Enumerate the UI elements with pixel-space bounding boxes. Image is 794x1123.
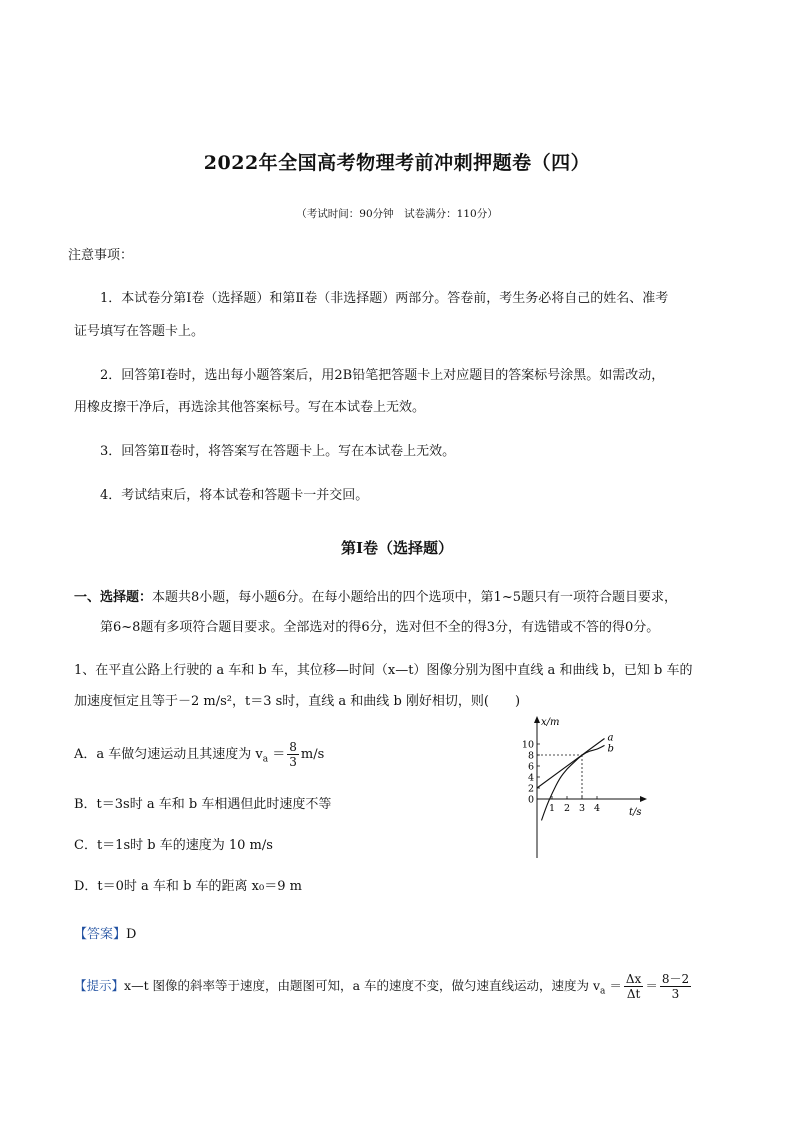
- y-axis-arrow: [534, 716, 540, 723]
- note-2-line-2: 用橡皮擦干净后，再选涂其他答案标号。写在本试卷上无效。: [74, 400, 426, 415]
- note-4: 4．考试结束后，将本试卷和答题卡一并交回。: [100, 488, 369, 503]
- y-tick-label: 6: [527, 761, 534, 773]
- instructions-lead: 一、选择题：: [74, 590, 153, 605]
- x-tick-label: 2: [563, 803, 571, 814]
- hint-fraction-1: [624, 972, 643, 1001]
- hint-eq-1: ＝: [605, 978, 622, 993]
- option-a-eq: ＝: [268, 747, 286, 762]
- hint-fraction-1-num: Δx: [625, 972, 642, 986]
- option-d: D．t＝0时 a 车和 b 车的距离 x₀＝9 m: [74, 879, 302, 894]
- y-tick-label: 8: [527, 750, 534, 762]
- hint-fraction-2-den: 3: [671, 987, 680, 1001]
- x-tick-label: 1: [548, 803, 556, 814]
- exam-subtitle: （考试时间：90分钟 试卷满分：110分）: [296, 208, 498, 220]
- question-1-line-1: 1、在平直公路上行驶的 a 车和 b 车，其位移—时间（x—t）图像分别为图中直线 a 和曲线 b，已知 b 车的: [74, 663, 693, 678]
- note-3: 3．回答第Ⅱ卷时，将答案写在答题卡上。写在本试卷上无效。: [100, 444, 456, 459]
- question-1-line-2: 加速度恒定且等于－2 m/s²，t＝3 s时，直线 a 和曲线 b 刚好相切，则( ): [74, 694, 521, 709]
- x-t-graph: [515, 712, 655, 860]
- answer-value: D: [126, 927, 137, 942]
- series-b-label: b: [607, 743, 614, 755]
- option-a-fraction: [287, 740, 299, 769]
- option-a-text: A．a 车做匀速运动且其速度为 v: [74, 747, 263, 762]
- x-axis-arrow: [640, 796, 647, 802]
- option-a-numerator: 8: [289, 740, 297, 754]
- note-1-line-1: 1．本试卷分第Ⅰ卷（选择题）和第Ⅱ卷（非选择题）两部分。答卷前，考生务必将自己的姓名、准考: [100, 291, 669, 306]
- section-title: 第Ⅰ卷（选择题）: [340, 539, 454, 557]
- option-c: C．t＝1s时 b 车的速度为 10 m/s: [74, 838, 273, 853]
- x-axis-label: t/s: [629, 807, 642, 818]
- page-title: 2022年全国高考物理考前冲刺押题卷（四）: [203, 152, 591, 174]
- y-tick-label: 2: [527, 783, 534, 795]
- hint-fraction-2: [660, 972, 691, 1001]
- hint-sub: a: [600, 986, 606, 997]
- note-2-line-1: 2．回答第Ⅰ卷时，选出每小题答案后，用2B铅笔把答题卡上对应题目的答案标号涂黑。如需改动，: [100, 368, 665, 383]
- hint-label: 【提示】: [74, 978, 125, 993]
- instructions-line-1: [74, 588, 677, 608]
- x-tick-label: 3: [578, 803, 586, 814]
- hint: [74, 972, 693, 1002]
- answer: [74, 925, 136, 945]
- option-b: B．t＝3s时 a 车和 b 车相遇但此时速度不等: [74, 797, 332, 812]
- hint-text: x—t 图像的斜率等于速度，由题图可知，a 车的速度不变，做匀速直线运动，速度为 v: [124, 978, 601, 993]
- hint-eq-2: ＝: [645, 978, 658, 993]
- note-1-line-2: 证号填写在答题卡上。: [74, 324, 205, 339]
- instructions-line-2: 第6~8题有多项符合题目要求。全部选对的得6分，选对但不全的得3分，有选错或不答的得0分。: [100, 620, 660, 635]
- y-tick-label: 0: [527, 794, 534, 806]
- series-a-label: a: [607, 732, 614, 744]
- option-a-unit: m/s: [300, 747, 325, 762]
- option-a-denominator: 3: [289, 755, 297, 769]
- x-tick-label: 4: [593, 803, 601, 814]
- instructions-text-1: 本题共8小题，每小题6分。在每小题给出的四个选项中，第1~5题只有一项符合题目要求，: [152, 590, 677, 605]
- hint-fraction-2-num: 8－2: [661, 972, 690, 986]
- notes-heading: 注意事项：: [68, 248, 134, 263]
- option-a-sub: a: [262, 754, 269, 765]
- option-a: [74, 740, 324, 770]
- hint-fraction-1-den: Δt: [626, 987, 641, 1001]
- answer-label: 【答案】: [74, 927, 127, 942]
- y-axis-label: x/m: [541, 717, 560, 728]
- series-a-line: [537, 739, 605, 789]
- y-tick-label: 10: [521, 739, 534, 751]
- y-tick-label: 4: [527, 772, 534, 784]
